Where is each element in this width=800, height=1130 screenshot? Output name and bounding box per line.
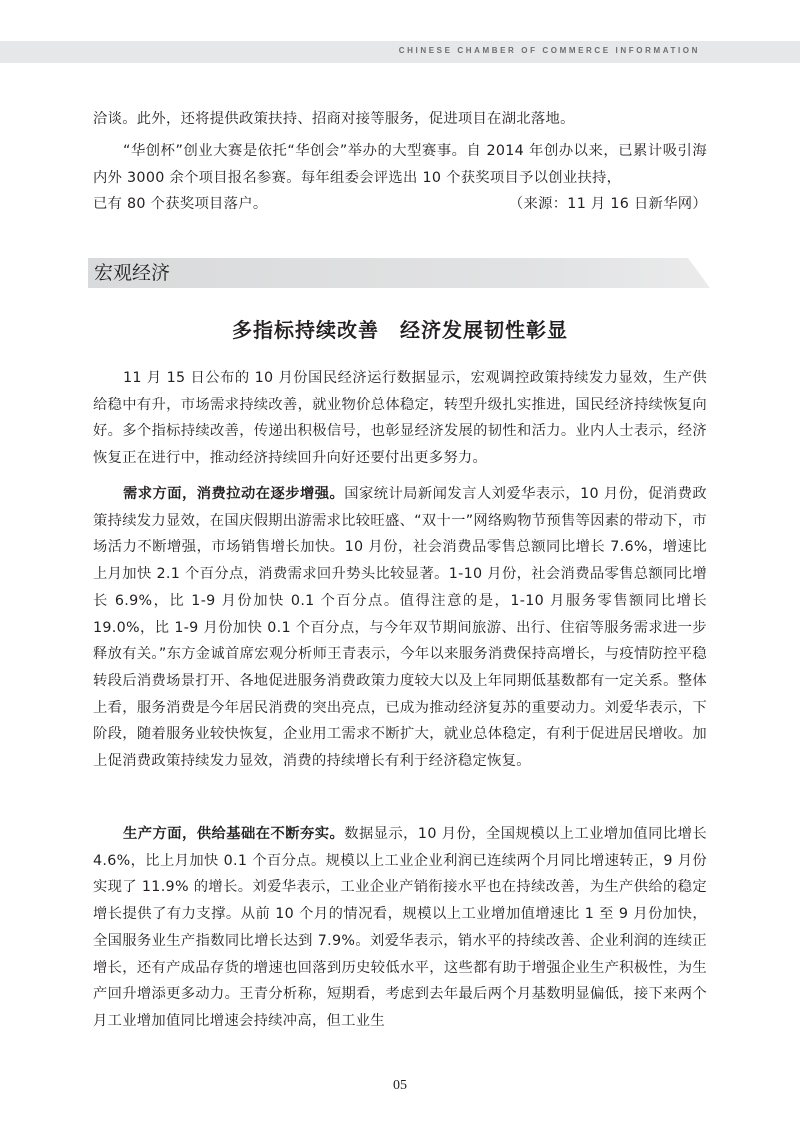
source-citation: （来源：11 月 16 日新华网） [508, 196, 707, 212]
contest-paragraph: “华创杯”创业大赛是依托“华创会”举办的大型赛事。自 2014 年创办以来，已累计吸引海内外 3000 余个项目报名参赛。每年组委会评选出 10 个获奖项目予以创业扶持， [93, 143, 707, 186]
intro-paragraph: 11 月 15 日公布的 10 月份国民经济运行数据显示，宏观调控政策持续发力显效，生产供给稳中有升，市场需求持续改善，就业物价总体稳定，转型升级扎实推进，国民经济持续恢复向好。多个指标持续改善，传递出积极信号，也彰显经济发展的韧性和活力。业内人士表示，经济恢复正在进行中，推动经济持续回升向好还要付出更多努力。 [93, 370, 707, 467]
article-title: 多指标持续改善 经济发展韧性彰显 [232, 318, 568, 342]
supply-lead: 生产方面，供给基础在不断夯实。 [123, 826, 345, 842]
demand-paragraph [93, 481, 707, 775]
running-header: CHINESE CHAMBER OF COMMERCE INFORMATION [398, 46, 700, 55]
section-title: 宏观经济 [94, 262, 171, 284]
section-bar-shape [88, 258, 710, 288]
demand-body: 国家统计局新闻发言人刘爱华表示，10 月份，促消费政策持续发力显效，在国庆假期出游需求比较旺盛、“双十一”网络购物节预售等因素的带动下，市场活力不断增强，市场销售增长加快。10 月份，社会消费品零售总额同比增长 7.6%，增速比上月加快 2.1 个百分点，消费需求回升势头比较显著。1-10 月份，社会消费品零售总额同比增长 6.9%，比 1-9 月份加快 0.1 个百分点。值得注意的是，1-10 月服务零售额同比增长 19.0%，比 1-9 月份加快 0.1 个百分点，与今年双节期间旅游、出行、住宿等服务需求进一步释放有关。”东方金诚首席宏观分析师王青表示，今年以来服务消费保持高增长，与疫情防控平稳转段后消费场景打开、各地促进服务消费政策力度较大以及上年同期低基数都有一定关系。整体上看，服务消费是今年居民消费的突出亮点，已成为推动经济复苏的重要动力。刘爱华表示，下阶段，随着服务业较快恢复，企业用工需求不断扩大，就业总体稳定，有利于促进居民增收。加上促消费政策持续发力显效，消费的持续增长有利于经济稳定恢复。 [93, 486, 707, 770]
continued-paragraph: 洽谈。此外，还将提供政策扶持、招商对接等服务，促进项目在湖北落地。 [93, 111, 575, 127]
supply-paragraph [93, 821, 707, 1035]
contest-paragraph-end: 已有 80 个获奖项目落户。 [93, 196, 268, 212]
page-number: 05 [393, 1078, 407, 1093]
source-line [93, 191, 707, 218]
supply-body: 数据显示，10 月份，全国规模以上工业增加值同比增长 4.6%，比上月加快 0.1 个百分点。规模以上工业企业利润已连续两个月同比增速转正，9 月份实现了 11.9% 的增长。刘爱华表示，工业企业产销衔接水平也在持续改善，为生产供给的稳定增长提供了有力支撑。从前 10 个月的情况看，规模以上工业增加值增速比 1 至 9 月份加快，全国服务业生产指数同比增长达到 7.9%。刘爱华表示，销水平的持续改善、企业利润的连续正增长，还有产成品存货的增速也回落到历史较低水平，这些都有助于增强企业生产积极性，为生产回升增添更多动力。王青分析称，短期看，考虑到去年最后两个月基数明显偏低，接下来两个月工业增加值同比增速会持续冲高，但工业生 [93, 826, 707, 1029]
section-header [88, 258, 710, 288]
demand-lead: 需求方面，消费拉动在逐步增强。 [123, 486, 345, 502]
